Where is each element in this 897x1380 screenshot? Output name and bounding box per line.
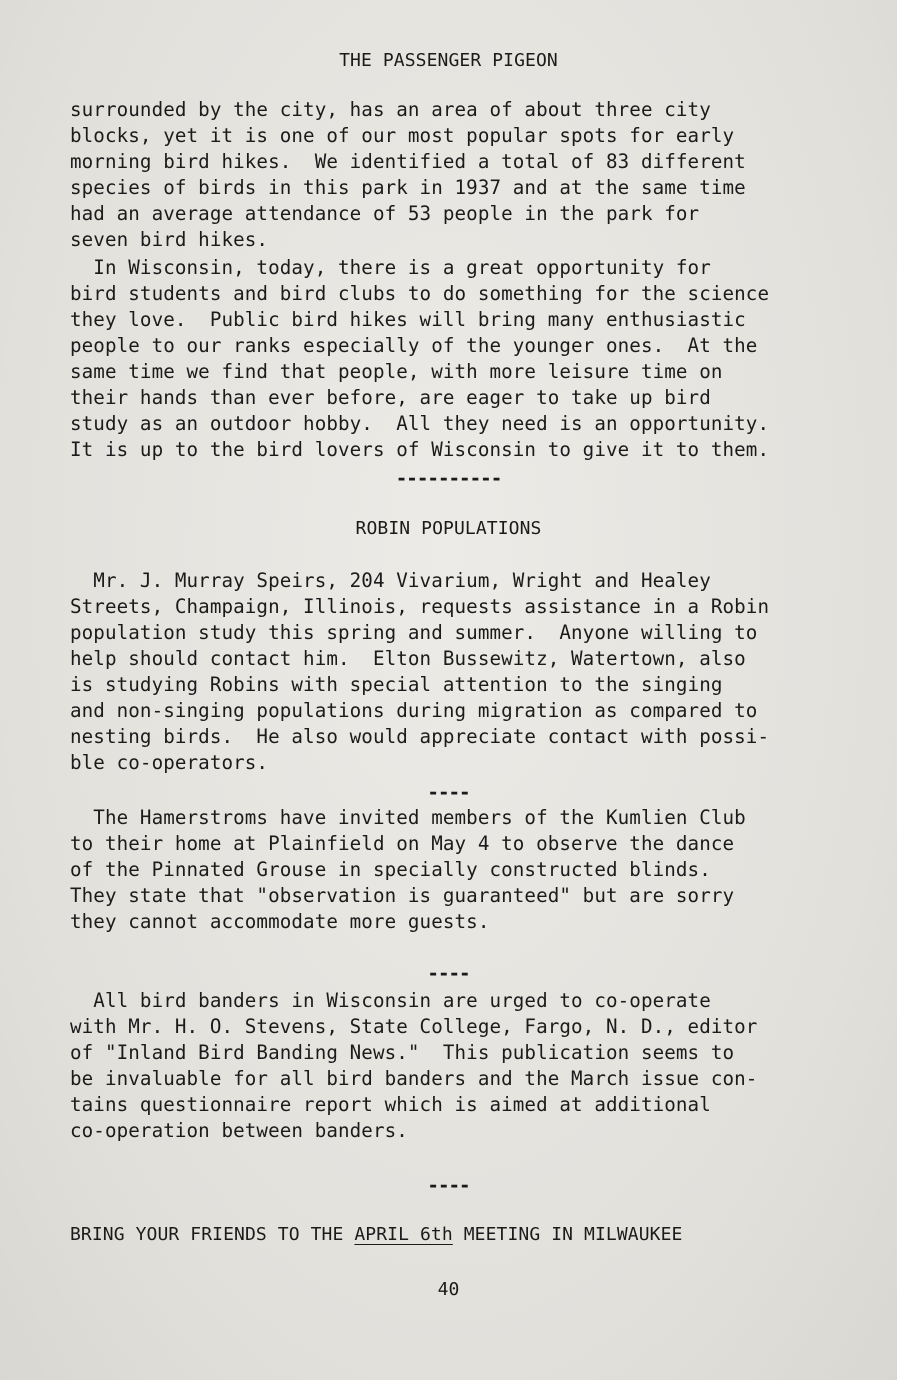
text-line: same time we find that people, with more leisure time on	[70, 360, 723, 383]
text-line: morning bird hikes. We identified a total of 83 different	[70, 150, 746, 173]
text-line: study as an outdoor hobby. All they need is an opportunity.	[70, 412, 770, 435]
meeting-date: APRIL 6th	[354, 1224, 453, 1245]
text-line: of "Inland Bird Banding News." This publication seems to	[70, 1041, 735, 1064]
section-separator: ----	[427, 1174, 470, 1197]
text-line: blocks, yet it is one of our most popular spots for early	[70, 124, 735, 147]
meeting-announcement	[70, 1222, 683, 1248]
text-line: surrounded by the city, has an area of about three city	[70, 98, 711, 121]
text-line: nesting birds. He also would appreciate contact with possi-	[70, 725, 770, 748]
text-line: with Mr. H. O. Stevens, State College, Fargo, N. D., editor	[70, 1015, 758, 1038]
page-number: 40	[437, 1279, 460, 1300]
text-line: of the Pinnated Grouse in specially constructed blinds.	[70, 858, 711, 881]
text-line: seven bird hikes.	[70, 228, 269, 251]
announcement-text: BRING YOUR FRIENDS TO THE	[70, 1224, 355, 1245]
text-line: they cannot accommodate more guests.	[70, 910, 490, 933]
text-line: co-operation between banders.	[70, 1119, 408, 1142]
section-separator: ----	[427, 962, 470, 985]
text-line: to their home at Plainfield on May 4 to observe the dance	[70, 832, 735, 855]
text-line: people to our ranks especially of the younger ones. At the	[70, 334, 758, 357]
text-line: is studying Robins with special attention to the singing	[70, 673, 723, 696]
section-separator: ----	[427, 781, 470, 804]
text-line: help should contact him. Elton Bussewitz, Watertown, also	[70, 647, 746, 670]
text-line: and non-singing populations during migration as compared to	[70, 699, 758, 722]
text-line: The Hamerstroms have invited members of the Kumlien Club	[70, 806, 746, 829]
text-line: It is up to the bird lovers of Wisconsin to give it to them.	[70, 438, 770, 461]
text-line: ble co-operators.	[70, 751, 269, 774]
text-line: population study this spring and summer. Anyone willing to	[70, 621, 758, 644]
text-line: they love. Public bird hikes will bring many enthusiastic	[70, 308, 746, 331]
text-line: In Wisconsin, today, there is a great opportunity for	[70, 256, 711, 279]
text-line: species of birds in this park in 1937 and at the same time	[70, 176, 746, 199]
text-line: their hands than ever before, are eager to take up bird	[70, 386, 711, 409]
text-line: Mr. J. Murray Speirs, 204 Vivarium, Wright and Healey	[70, 569, 711, 592]
text-line: bird students and bird clubs to do something for the science	[70, 282, 770, 305]
announcement-text: MEETING IN MILWAUKEE	[452, 1224, 683, 1245]
text-line: Streets, Champaign, Illinois, requests assistance in a Robin	[70, 595, 770, 618]
section-title: ROBIN POPULATIONS	[355, 518, 542, 539]
text-line: All bird banders in Wisconsin are urged to co-operate	[70, 989, 711, 1012]
text-line: tains questionnaire report which is aimed at additional	[70, 1093, 711, 1116]
text-line: had an average attendance of 53 people in the park for	[70, 202, 700, 225]
running-header: THE PASSENGER PIGEON	[339, 50, 558, 71]
section-separator: ----------	[395, 467, 502, 490]
text-line: be invaluable for all bird banders and the March issue con-	[70, 1067, 758, 1090]
text-line: They state that "observation is guaranteed" but are sorry	[70, 884, 735, 907]
